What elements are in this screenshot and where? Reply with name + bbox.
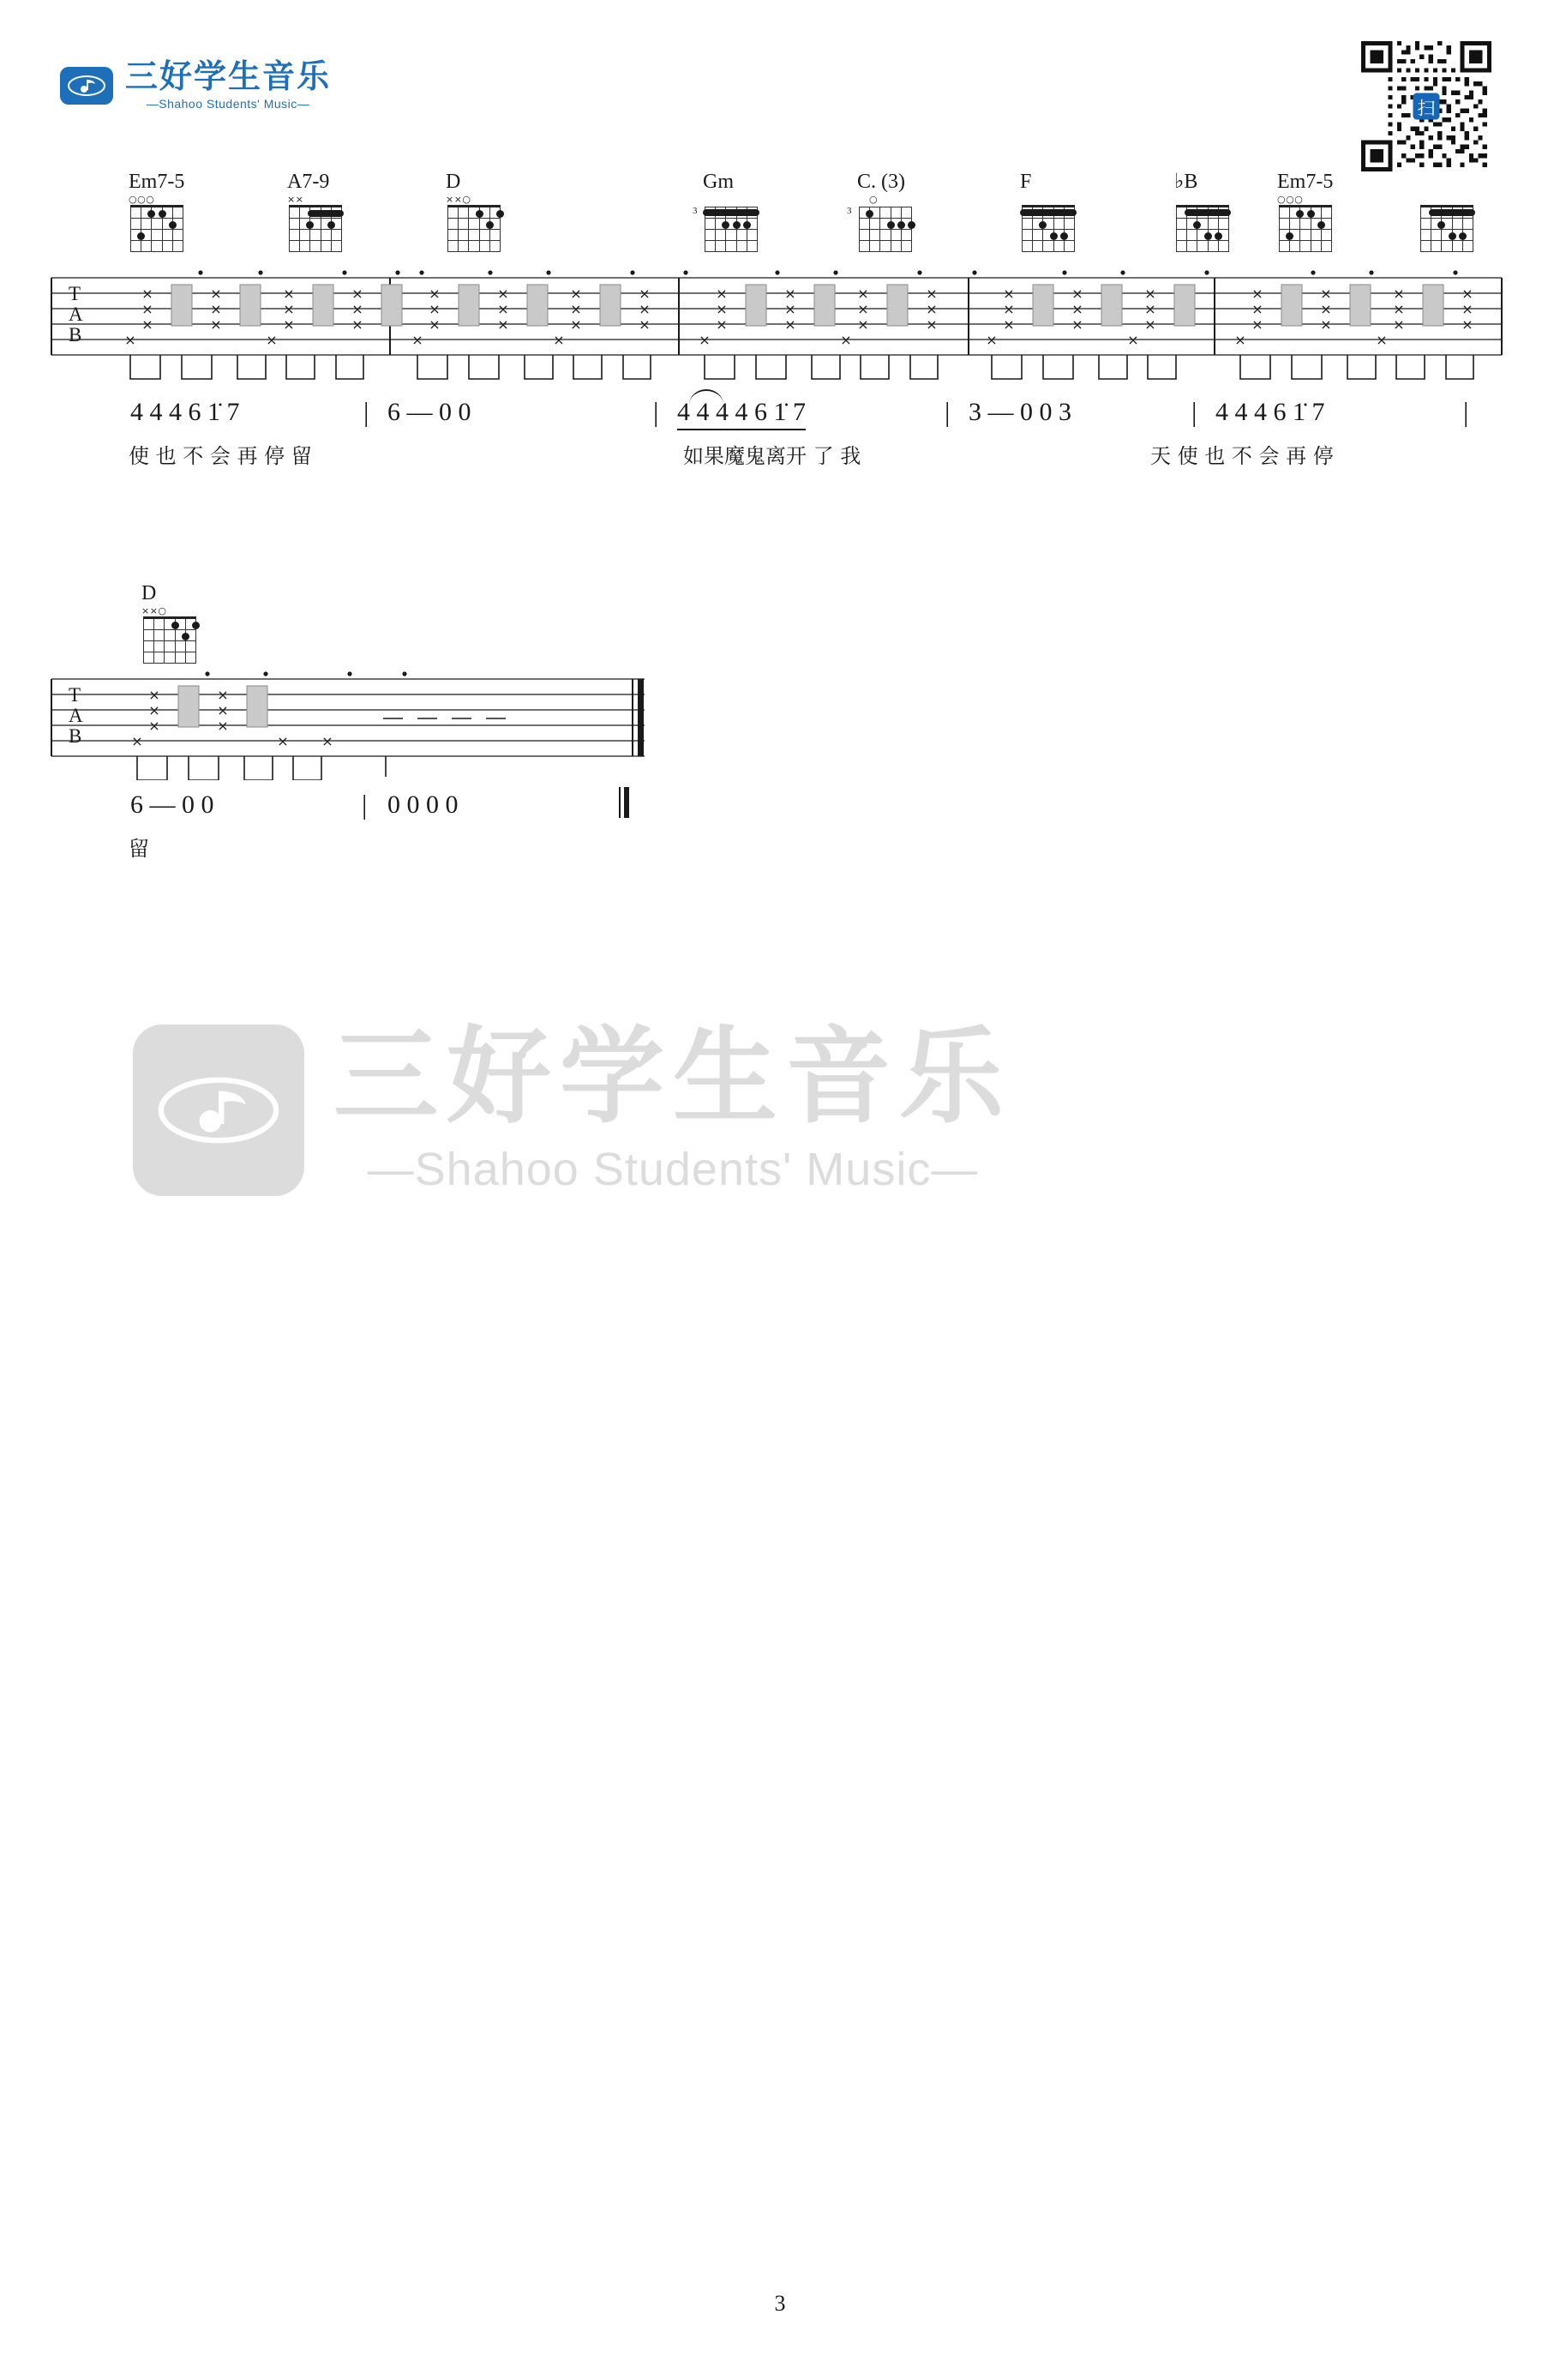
svg-text:×: × (926, 285, 938, 302)
svg-text:×: × (210, 316, 222, 333)
barline-2: | (653, 396, 659, 427)
svg-text:×: × (553, 332, 565, 348)
svg-text:×: × (570, 301, 582, 317)
staff-system-2 (0, 583, 1560, 864)
svg-text:×: × (840, 332, 852, 348)
svg-text:×: × (716, 285, 728, 302)
svg-text:×: × (699, 332, 711, 348)
svg-text:×: × (857, 285, 869, 302)
svg-text:×: × (141, 285, 153, 302)
chord-diagram-gm: Gm 3 (703, 171, 785, 261)
svg-text:×: × (1320, 285, 1332, 302)
lyric-line-3: 天 使 也 不 会 再 停 (1150, 444, 1334, 468)
svg-text:T: T (69, 283, 81, 304)
melody-row-1 (45, 393, 1512, 472)
svg-text:×: × (784, 301, 796, 317)
chord-diagram-row-2 (0, 583, 1560, 669)
chord-diagram-f: F (1020, 171, 1102, 261)
svg-text:×: × (148, 718, 160, 734)
melody-phrase-6: 6 — 0 0 (130, 790, 214, 819)
qr-code-icon[interactable] (1361, 41, 1491, 171)
final-barline (619, 787, 629, 818)
svg-text:×: × (283, 301, 295, 317)
svg-text:×: × (351, 285, 363, 302)
svg-text:×: × (639, 316, 651, 333)
svg-text:×: × (1251, 301, 1263, 317)
svg-text:×: × (986, 332, 998, 348)
melody-phrase-1: 4 4 4 6 1̇ 7 (130, 398, 240, 426)
svg-text:×: × (1071, 301, 1083, 317)
chord-diagram-em7-5-a: Em7-5 ○○○ (129, 171, 211, 261)
chord-diagram-d-a: D ××○ (446, 171, 528, 261)
staff-system-1 (0, 171, 1560, 472)
barline-5: | (1463, 396, 1469, 427)
svg-text:×: × (1320, 301, 1332, 317)
melody-phrase-7: 0 0 0 0 (387, 790, 459, 819)
svg-text:×: × (926, 316, 938, 333)
svg-text:×: × (217, 718, 229, 734)
svg-text:×: × (210, 301, 222, 317)
svg-text:×: × (217, 687, 229, 703)
brand-name-zh: 三好学生音乐 (125, 57, 332, 95)
barline-6: | (362, 789, 368, 820)
brand-name-en: —Shahoo Students' Music— (146, 97, 310, 111)
melody-phrase-3: 4 4 4 4 6 1̇ 7 (677, 398, 806, 430)
svg-text:×: × (429, 316, 441, 333)
chord-diagram-d-b: D ××○ (141, 583, 224, 672)
svg-text:×: × (857, 316, 869, 333)
lyric-line-4: 留 (129, 837, 149, 861)
svg-text:×: × (351, 316, 363, 333)
svg-text:×: × (217, 702, 229, 718)
svg-text:×: × (716, 301, 728, 317)
svg-text:×: × (1393, 316, 1405, 333)
svg-text:×: × (141, 316, 153, 333)
svg-text:×: × (1234, 332, 1246, 348)
svg-text:×: × (1393, 301, 1405, 317)
svg-text:扫: 扫 (1417, 98, 1436, 119)
svg-text:×: × (1393, 285, 1405, 302)
svg-text:×: × (1071, 285, 1083, 302)
page-number: 3 (774, 2291, 786, 2316)
music-note-eye-icon (60, 67, 113, 105)
svg-text:×: × (639, 301, 651, 317)
svg-text:×: × (1251, 316, 1263, 333)
barline-4: | (1191, 396, 1197, 427)
svg-text:×: × (784, 316, 796, 333)
tab-staff-1 (45, 267, 1512, 388)
svg-text:×: × (1251, 285, 1263, 302)
svg-text:×: × (411, 332, 423, 348)
svg-text:×: × (277, 733, 289, 749)
svg-text:×: × (148, 702, 160, 718)
lyric-line-2: 如果魔鬼离开 了 我 (683, 444, 861, 468)
svg-text:×: × (784, 285, 796, 302)
svg-text:×: × (1144, 316, 1156, 333)
chord-diagram-c3: C. (3) 3 ○ (857, 171, 939, 261)
melody-row-2 (45, 785, 1512, 864)
lyric-line-1: 使 也 不 会 再 停 留 (129, 444, 312, 468)
music-note-eye-icon (133, 1025, 304, 1196)
svg-text:×: × (1144, 285, 1156, 302)
svg-text:×: × (283, 316, 295, 333)
svg-text:×: × (639, 285, 651, 302)
svg-text:×: × (926, 301, 938, 317)
svg-text:×: × (570, 285, 582, 302)
melody-phrase-4: 3 — 0 0 3 (969, 398, 1071, 426)
svg-text:×: × (1461, 301, 1473, 317)
svg-text:×: × (716, 316, 728, 333)
svg-text:×: × (124, 332, 136, 348)
barline-1: | (363, 396, 369, 427)
barline-3: | (945, 396, 951, 427)
brand-header (60, 57, 332, 111)
svg-text:×: × (429, 285, 441, 302)
svg-text:B: B (69, 324, 82, 346)
melody-phrase-5: 4 4 4 6 1̇ 7 (1215, 398, 1325, 426)
svg-text:A: A (69, 705, 83, 726)
svg-text:×: × (497, 301, 509, 317)
svg-text:×: × (321, 733, 333, 749)
svg-text:×: × (857, 301, 869, 317)
svg-text:×: × (429, 301, 441, 317)
svg-text:×: × (351, 301, 363, 317)
svg-text:×: × (1003, 316, 1015, 333)
svg-text:×: × (1376, 332, 1388, 348)
chord-diagram-b-flat: ♭B (1174, 171, 1257, 261)
svg-text:×: × (210, 285, 222, 302)
svg-text:×: × (1071, 316, 1083, 333)
svg-text:×: × (1003, 301, 1015, 317)
svg-text:×: × (283, 285, 295, 302)
chord-diagram-em7-5-b: Em7-5 ○○○ (1277, 171, 1359, 261)
svg-text:×: × (570, 316, 582, 333)
chord-diagram-row-1 (0, 171, 1560, 267)
svg-text:×: × (1127, 332, 1139, 348)
svg-text:×: × (497, 285, 509, 302)
svg-text:×: × (1003, 285, 1015, 302)
svg-text:×: × (141, 301, 153, 317)
svg-text:T: T (69, 684, 81, 706)
watermark (133, 1016, 1012, 1196)
svg-text:×: × (266, 332, 278, 348)
svg-text:×: × (1320, 316, 1332, 333)
svg-text:×: × (148, 687, 160, 703)
watermark-name-en: —Shahoo Students' Music— (367, 1144, 979, 1195)
svg-text:A: A (69, 304, 83, 325)
watermark-name-zh: 三好学生音乐 (333, 1016, 1012, 1138)
chord-diagram-extra (1419, 171, 1501, 261)
svg-text:×: × (131, 733, 143, 749)
chord-diagram-a7-9: A7-9 ×× (287, 171, 369, 261)
svg-text:×: × (1461, 316, 1473, 333)
svg-text:×: × (1144, 301, 1156, 317)
tab-staff-2 (45, 669, 1512, 780)
svg-text:×: × (1461, 285, 1473, 302)
melody-phrase-2: 6 — 0 0 (387, 398, 471, 426)
svg-text:×: × (497, 316, 509, 333)
svg-text:B: B (69, 725, 82, 747)
